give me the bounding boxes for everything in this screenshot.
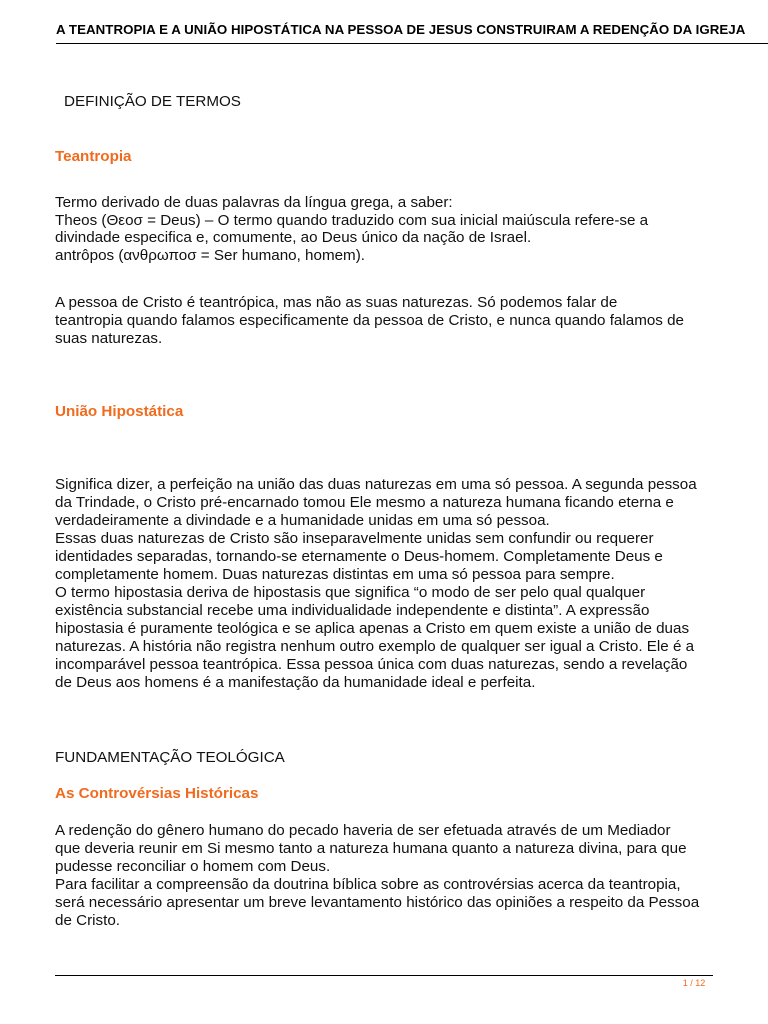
paragraph-line: completamente homem. Duas naturezas distintas em uma só pessoa para sempre.	[55, 566, 615, 583]
paragraph-line: divindade especifica e, comumente, ao Deus único da nação de Israel.	[55, 229, 532, 246]
document-title: A TEANTROPIA E A UNIÃO HIPOSTÁTICA NA PESSOA DE JESUS CONSTRUIRAM A REDENÇÃO DA IGREJA	[56, 22, 746, 37]
fundamentacao-title: FUNDAMENTAÇÃO TEOLÓGICA	[55, 749, 285, 766]
teantropia-heading: Teantropia	[55, 148, 132, 165]
paragraph-line: existência substancial recebe uma individualidade independente e distinta”. A expressão	[55, 602, 650, 619]
paragraph-line: identidades separadas, tornando-se eternamente o Deus-homem. Completamente Deus e	[55, 548, 663, 565]
definitions-title: DEFINIÇÃO DE TERMOS	[64, 93, 241, 110]
paragraph-line: de Deus aos homens é a manifestação da humanidade ideal e perfeita.	[55, 674, 536, 691]
page-number: 1 / 12	[682, 978, 706, 988]
paragraph-line: O termo hipostasia deriva de hipostasis que significa “o modo de ser pelo qual qualquer	[55, 584, 646, 601]
paragraph-line: hipostasia é puramente teológica e se aplica apenas a Cristo em quem existe a união de duas	[55, 620, 690, 637]
paragraph-line: antrôpos (ανθρωποσ = Ser humano, homem).	[55, 247, 365, 264]
paragraph-line: Essas duas naturezas de Cristo são inseparavelmente unidas sem confundir ou requerer	[55, 530, 654, 547]
paragraph-line: Theos (Θεοσ = Deus) – O termo quando traduzido com sua inicial maiúscula refere-se a	[55, 212, 649, 229]
paragraph-line: naturezas. A história não registra nenhum outro exemplo de qualquer ser igual a Cristo. Ele é a	[55, 638, 695, 655]
paragraph-line: da Trindade, o Cristo pré-encarnado tomou Ele mesmo a natureza humana ficando eterna e	[55, 494, 674, 511]
paragraph-line: Para facilitar a compreensão da doutrina bíblica sobre as controvérsias acerca da teantropia,	[55, 876, 681, 893]
paragraph-line: verdadeiramente a divindade e a humanidade unidas em uma só pessoa.	[55, 512, 550, 529]
paragraph-line: A redenção do gênero humano do pecado haveria de ser efetuada através de um Mediador	[55, 822, 671, 839]
footer-divider	[55, 975, 713, 976]
controversias-heading: As Controvérsias Históricas	[55, 785, 259, 802]
paragraph-line: suas naturezas.	[55, 330, 163, 347]
paragraph-line: Significa dizer, a perfeição na união das duas naturezas em uma só pessoa. A segunda pessoa	[55, 476, 697, 493]
paragraph-line: teantropia quando falamos especificamente da pessoa de Cristo, e nunca quando falamos de	[55, 312, 685, 329]
paragraph-line: incomparável pessoa teantrópica. Essa pessoa única com duas naturezas, sendo a revelação	[55, 656, 688, 673]
paragraph-line: Termo derivado de duas palavras da língua grega, a saber:	[55, 194, 453, 211]
paragraph-line: de Cristo.	[55, 912, 120, 929]
paragraph-line: pudesse reconciliar o homem com Deus.	[55, 858, 331, 875]
paragraph-line: A pessoa de Cristo é teantrópica, mas não as suas naturezas. Só podemos falar de	[55, 294, 618, 311]
paragraph-line: que deveria reunir em Si mesmo tanto a natureza humana quanto a natureza divina, para que	[55, 840, 687, 857]
paragraph-line: será necessário apresentar um breve levantamento histórico das opiniões a respeito da Pessoa	[55, 894, 700, 911]
uniao-hipostatica-heading: União Hipostática	[55, 403, 184, 420]
